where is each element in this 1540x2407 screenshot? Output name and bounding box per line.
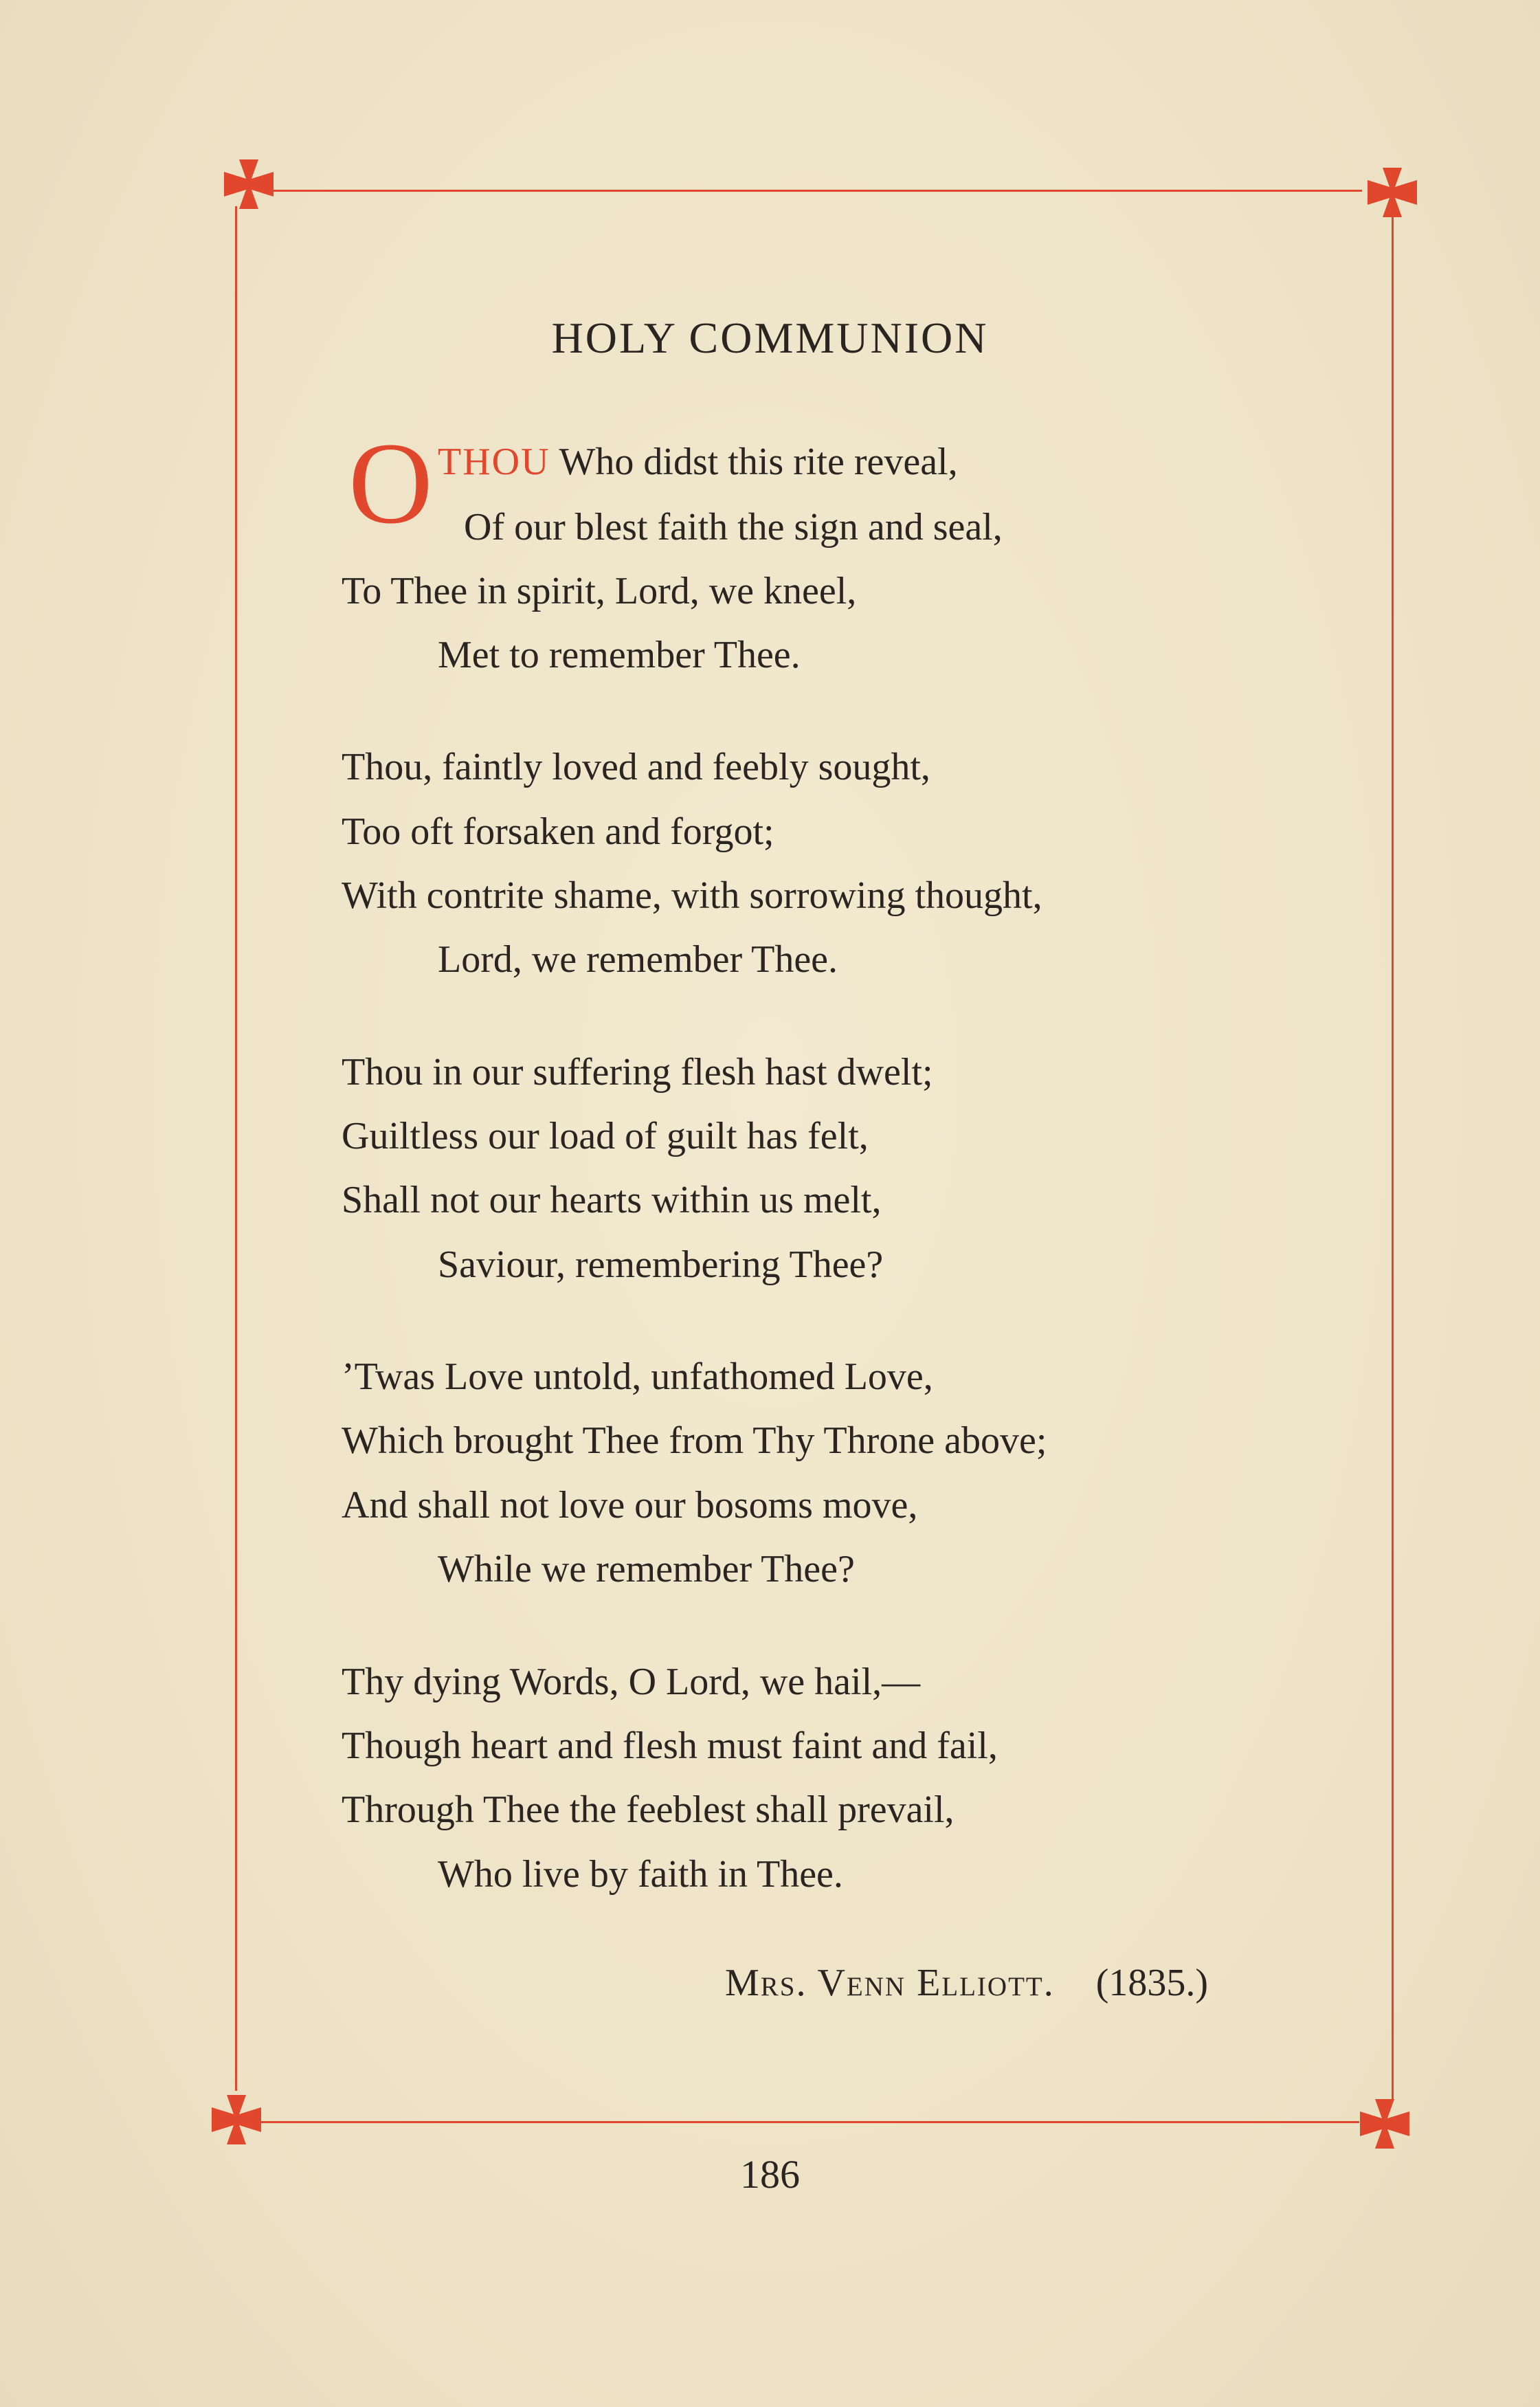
poem-line: Who live by faith in Thee. xyxy=(438,1853,843,1896)
poem-line: Though heart and flesh must faint and fail, xyxy=(342,1724,998,1767)
poem-line: Thou, faintly loved and feebly sought, xyxy=(342,746,930,788)
poem-line: Thou in our suffering flesh hast dwelt; xyxy=(342,1051,933,1094)
drop-cap: O xyxy=(348,419,433,548)
page-number: 186 xyxy=(740,2152,800,2197)
frame-rule-right xyxy=(1392,214,1394,2099)
maltese-cross-icon xyxy=(209,2092,264,2147)
poem-line: Lord, we remember Thee. xyxy=(438,938,838,981)
author-name: Mrs. Venn Elliott. xyxy=(725,1962,1055,2004)
page-title: HOLY COMMUNION xyxy=(551,313,989,362)
poem-line: Shall not our hearts within us melt, xyxy=(342,1179,882,1221)
poem-line: With contrite shame, with sorrowing thought, xyxy=(342,874,1042,917)
opening-small-caps: THOU xyxy=(438,441,550,483)
maltese-cross-icon xyxy=(221,157,276,212)
poem-line: While we remember Thee? xyxy=(438,1548,855,1590)
poem-line: To Thee in spirit, Lord, we kneel, xyxy=(342,570,857,612)
poem-line: And shall not love our bosoms move, xyxy=(342,1484,918,1527)
poem-line: Guiltless our load of guilt has felt, xyxy=(342,1115,869,1157)
poem-line: Thy dying Words, O Lord, we hail,— xyxy=(342,1661,921,1703)
poem-line: Which brought Thee from Thy Throne above; xyxy=(342,1419,1047,1462)
poem-line: Of our blest faith the sign and seal, xyxy=(464,506,1003,548)
poem-line: Saviour, remembering Thee? xyxy=(438,1243,884,1286)
poem-line: Through Thee the feeblest shall prevail, xyxy=(342,1788,955,1831)
poem-line: Met to remember Thee. xyxy=(438,634,801,676)
maltese-cross-icon xyxy=(1365,165,1420,220)
maltese-cross-icon xyxy=(1357,2096,1412,2151)
poem-line: Too oft forsaken and forgot; xyxy=(342,810,774,853)
poem-line: ’Twas Love untold, unfathomed Love, xyxy=(342,1355,933,1398)
frame-rule-bottom xyxy=(261,2121,1359,2123)
frame-rule-left xyxy=(235,206,237,2091)
attribution xyxy=(725,1961,1208,2005)
frame-rule-top xyxy=(269,190,1362,192)
author-year: (1835.) xyxy=(1095,1962,1209,2004)
poem-line: THOU Who didst this rite reveal, xyxy=(438,441,958,483)
